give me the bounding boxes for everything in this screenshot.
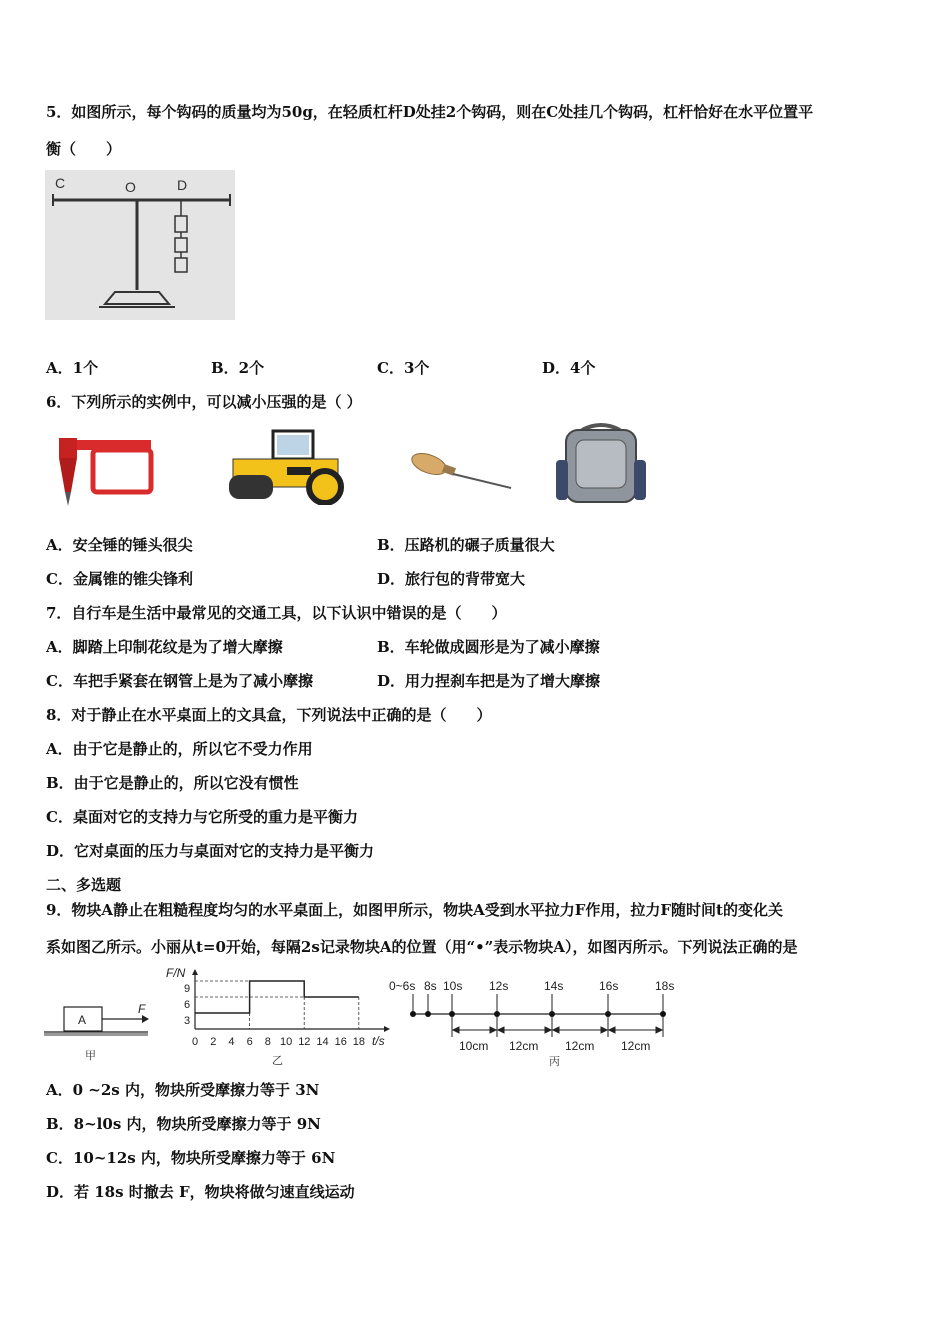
time-label: 16s bbox=[599, 979, 619, 993]
q7-option-a: A．脚踏上印制花纹是为了增大摩擦 bbox=[46, 638, 283, 656]
q5-option-c: C．3个 bbox=[377, 359, 430, 377]
time-label: 12s bbox=[489, 979, 509, 993]
q9-option-a: A．0 ~2s 内，物块所受摩擦力等于 3N bbox=[46, 1081, 320, 1099]
q8-option-b: B．由于它是静止的，所以它没有惯性 bbox=[46, 774, 299, 792]
distance-label: 10cm bbox=[459, 1039, 489, 1053]
y-axis-label: F/N bbox=[166, 966, 186, 980]
distance-label: 12cm bbox=[621, 1039, 651, 1053]
figure-yi-graph bbox=[162, 965, 397, 1070]
figure-yi-caption: 乙 bbox=[272, 1055, 283, 1067]
time-label: 18s bbox=[655, 979, 675, 993]
position-dot bbox=[449, 1011, 455, 1017]
position-dot bbox=[549, 1011, 555, 1017]
q7-option-d: D．用力捏刹车把是为了增大摩擦 bbox=[377, 672, 601, 690]
q5-lever-figure bbox=[45, 170, 235, 320]
q7-stem: 7．自行车是生活中最常见的交通工具，以下认识中错误的是（ ） bbox=[46, 604, 507, 622]
force-label: F bbox=[138, 1002, 146, 1016]
q6-option-a: A．安全锤的锤头很尖 bbox=[46, 536, 193, 554]
force-arrow-icon bbox=[142, 1015, 149, 1023]
q9-option-d: D．若 18s 时撤去 F，物块将做匀速直线运动 bbox=[46, 1183, 355, 1201]
q8-option-a: A．由于它是静止的，所以它不受力作用 bbox=[46, 740, 313, 758]
road-roller-image bbox=[225, 425, 350, 505]
block-a-label: A bbox=[78, 1013, 87, 1027]
position-dot bbox=[425, 1011, 431, 1017]
q6-option-c: C．金属锥的锥尖锋利 bbox=[46, 570, 193, 588]
position-dot bbox=[605, 1011, 611, 1017]
backpack-image bbox=[552, 420, 650, 512]
figure-jia bbox=[44, 995, 154, 1067]
x-tick-label: 6 bbox=[246, 1036, 253, 1048]
position-dot bbox=[410, 1011, 416, 1017]
distance-label: 12cm bbox=[509, 1039, 539, 1053]
lever-label-c: C bbox=[55, 175, 66, 191]
metal-awl-image bbox=[405, 448, 515, 493]
time-label: 0~6s bbox=[389, 979, 416, 993]
x-tick-label: 10 bbox=[280, 1036, 293, 1048]
y-tick-label: 3 bbox=[184, 1015, 191, 1027]
position-dot bbox=[494, 1011, 500, 1017]
y-tick-label: 9 bbox=[184, 983, 191, 995]
q9-option-c: C．10~12s 内，物块所受摩擦力等于 6N bbox=[46, 1149, 336, 1167]
x-tick-label: 14 bbox=[316, 1036, 329, 1048]
q8-option-d: D．它对桌面的压力与桌面对它的支持力是平衡力 bbox=[46, 842, 375, 860]
figure-jia-caption: 甲 bbox=[85, 1050, 96, 1062]
x-tick-label: 0 bbox=[192, 1036, 199, 1048]
time-label: 14s bbox=[544, 979, 564, 993]
x-axis-label: t/s bbox=[372, 1034, 385, 1048]
q9-stem-line1: 9．物块A静止在粗糙程度均匀的水平桌面上，如图甲所示，物块A受到水平拉力F作用，拉力F随时间t的变化关 bbox=[46, 901, 783, 919]
x-tick-label: 12 bbox=[298, 1036, 311, 1048]
position-dot bbox=[660, 1011, 666, 1017]
q5-stem-line2: 衡（ ） bbox=[46, 140, 122, 158]
x-tick-label: 16 bbox=[334, 1036, 347, 1048]
lever-label-o: O bbox=[125, 179, 136, 195]
distance-label: 12cm bbox=[565, 1039, 595, 1053]
figure-bing-caption: 丙 bbox=[549, 1056, 560, 1068]
q5-stem-line1: 5．如图所示，每个钩码的质量均为50g，在轻质杠杆D处挂2个钩码，则在C处挂几个钩码，杠杆恰好在水平位置平 bbox=[46, 103, 814, 121]
q9-option-b: B．8~l0s 内，物块所受摩擦力等于 9N bbox=[46, 1115, 321, 1133]
x-tick-label: 4 bbox=[228, 1036, 235, 1048]
lever-label-d: D bbox=[177, 177, 188, 193]
y-tick-label: 6 bbox=[184, 999, 191, 1011]
x-tick-label: 18 bbox=[352, 1036, 366, 1048]
q6-stem: 6．下列所示的实例中，可以减小压强的是（ ） bbox=[46, 393, 362, 411]
safety-hammer-image bbox=[45, 432, 155, 512]
q9-stem-line2: 系如图乙所示。小丽从t=0开始，每隔2s记录物块A的位置（用“•”表示物块A），如图丙所示。下列说法正确的是 bbox=[46, 938, 798, 956]
section-heading-multi-choice: 二、多选题 bbox=[46, 876, 122, 894]
q5-option-a: A．1个 bbox=[46, 359, 99, 377]
q5-option-b: B．2个 bbox=[211, 359, 265, 377]
q5-option-d: D．4个 bbox=[542, 359, 596, 377]
time-label: 8s bbox=[424, 979, 437, 993]
x-tick-label: 2 bbox=[210, 1036, 217, 1048]
q6-option-b: B．压路机的碾子质量很大 bbox=[377, 536, 555, 554]
q7-option-c: C．车把手紧套在钢管上是为了减小摩擦 bbox=[46, 672, 313, 690]
q8-option-c: C．桌面对它的支持力与它所受的重力是平衡力 bbox=[46, 808, 358, 826]
q6-option-d: D．旅行包的背带宽大 bbox=[377, 570, 526, 588]
q7-option-b: B．车轮做成圆形是为了减小摩擦 bbox=[377, 638, 600, 656]
time-label: 10s bbox=[443, 979, 463, 993]
x-tick-label: 8 bbox=[264, 1036, 271, 1048]
figure-bing bbox=[385, 972, 685, 1072]
q8-stem: 8．对于静止在水平桌面上的文具盒，下列说法中正确的是（ ） bbox=[46, 706, 492, 724]
